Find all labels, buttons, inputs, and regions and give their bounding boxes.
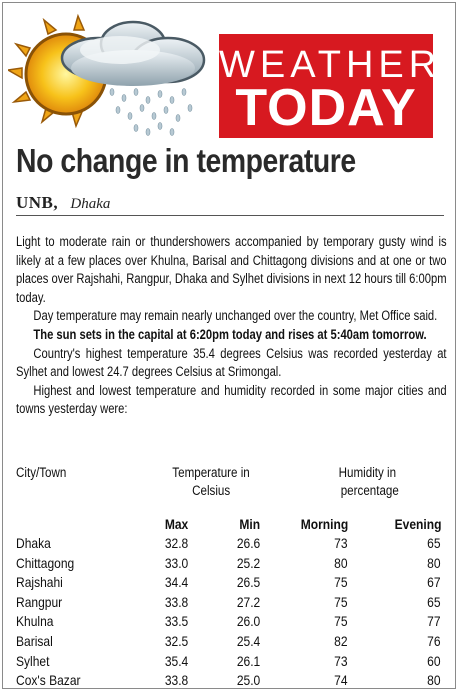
sun-cloud-rain-icon (8, 8, 223, 138)
humidity-group-header: Humidity in (338, 465, 397, 480)
cell-morning: 73 (334, 535, 348, 551)
cell-max: 32.5 (164, 632, 188, 649)
byline-agency: UNB, (16, 193, 59, 212)
table-row (16, 633, 444, 653)
table-row (16, 653, 444, 673)
weather-today-banner (8, 8, 444, 138)
humidity-group-header-2: percentage (340, 483, 399, 498)
table-row (16, 535, 444, 555)
article-body (16, 233, 447, 419)
cell-evening: 77 (427, 613, 441, 630)
cell-max: 33.8 (164, 593, 188, 610)
cell-max: 34.4 (164, 574, 188, 591)
byline-place: Dhaka (70, 196, 111, 212)
logo-weather-text: WEATHER (219, 44, 442, 86)
temperature-group-header: Temperature in (172, 465, 250, 480)
cell-min: 26.5 (236, 574, 260, 591)
cell-morning: 82 (334, 632, 348, 649)
raindrops (110, 89, 192, 136)
table-row (16, 574, 444, 594)
col-city-header: City/Town (16, 465, 67, 480)
cell-morning: 75 (334, 593, 348, 610)
temperature-group-header-2: Celsius (192, 483, 231, 498)
cell-morning: 75 (334, 574, 348, 591)
cell-evening: 80 (427, 554, 441, 571)
cell-max: 33.5 (164, 613, 188, 630)
cell-max: 33.0 (164, 554, 188, 571)
table-row (16, 594, 444, 614)
cell-city: Cox's Bazar (16, 672, 81, 689)
cell-city: Dhaka (16, 535, 51, 551)
table-subheader (16, 516, 444, 535)
cell-morning: 80 (334, 554, 348, 571)
col-morning-header: Morning (300, 516, 348, 532)
table-row (16, 672, 444, 692)
table-header (16, 464, 444, 516)
table-row (16, 613, 444, 633)
col-evening-header: Evening (394, 516, 441, 532)
cell-max: 33.8 (164, 672, 188, 689)
paragraph: Day temperature may remain nearly unchanged over the country, Met Office said. (33, 308, 438, 325)
cell-morning: 75 (334, 613, 348, 630)
cell-city: Sylhet (16, 652, 50, 669)
paragraph-sunset: The sun sets in the capital at 6:20pm today and rises at 5:40am tomorrow. (33, 326, 427, 343)
cell-min: 26.0 (236, 613, 260, 630)
cell-city: Rangpur (16, 593, 63, 610)
cell-evening: 60 (427, 652, 441, 669)
cell-city: Khulna (16, 613, 54, 630)
cloud (62, 22, 204, 86)
cell-morning: 73 (334, 652, 348, 669)
cell-min: 25.0 (236, 672, 260, 689)
paragraph: Country's highest temperature 35.4 degrees Celsius was recorded yesterday at Sylhet and lowest 24.7 degrees Celsius at Srimongal. (16, 345, 447, 381)
cell-evening: 67 (427, 574, 441, 591)
headline: No change in temperature (16, 142, 356, 179)
cell-min: 26.6 (236, 535, 260, 551)
weather-today-logo (219, 34, 442, 138)
cell-evening: 80 (427, 672, 441, 689)
cell-evening: 65 (427, 593, 441, 610)
cell-city: Chittagong (16, 554, 75, 571)
cell-city: Barisal (16, 632, 53, 649)
cell-min: 25.2 (236, 554, 260, 571)
paragraph: Highest and lowest temperature and humidity recorded in some major cities and towns yesterday were: (16, 382, 447, 418)
cell-min: 25.4 (236, 632, 260, 649)
cell-evening: 76 (427, 632, 441, 649)
cell-evening: 65 (427, 535, 441, 551)
table-row (16, 555, 444, 575)
col-max-header: Max (164, 516, 188, 532)
cell-city: Rajshahi (16, 574, 63, 591)
temperature-table (16, 464, 444, 692)
cell-min: 26.1 (236, 652, 260, 669)
cell-max: 32.8 (164, 535, 188, 551)
col-min-header: Min (239, 516, 260, 532)
cell-max: 35.4 (164, 652, 188, 669)
byline (16, 193, 110, 213)
cell-min: 27.2 (236, 593, 260, 610)
paragraph: Light to moderate rain or thundershowers accompanied by temporary gusty wind is likely at a few places over Khulna, Barisal and Chittagong divisions and at one or two places over Rajshahi, Rangpur, Dhaka and Sylhet divisions in next 12 hours till 6:00pm today. (16, 234, 447, 306)
cell-morning: 74 (334, 672, 348, 689)
logo-today-text: TODAY (235, 79, 417, 137)
divider (16, 215, 444, 216)
